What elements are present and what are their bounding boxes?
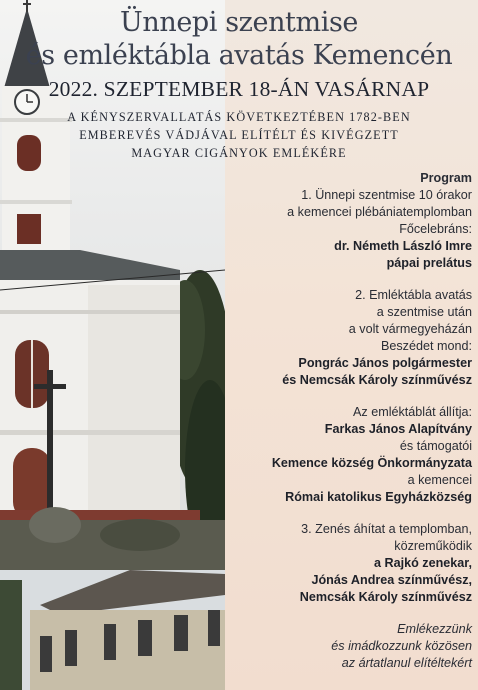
plaque-sponsors xyxy=(202,404,472,506)
program-item-1 xyxy=(202,187,472,272)
item-text: a szentmise után xyxy=(376,305,472,319)
item-text: Az emléktáblát állítja: xyxy=(353,405,472,419)
item-text: 1. Ünnepi szentmise 10 órakor xyxy=(301,188,472,202)
item-bold: Farkas János Alapítvány xyxy=(324,422,472,436)
program-section xyxy=(202,170,472,672)
item-bold: pápai prelátus xyxy=(386,256,472,270)
program-item-2 xyxy=(202,287,472,389)
item-text: Beszédet mond: xyxy=(380,339,472,353)
item-bold: Pongrác János polgármester xyxy=(298,356,472,370)
closing-text xyxy=(202,621,472,672)
item-text: a volt vármegyeházán xyxy=(348,322,472,336)
program-item-3 xyxy=(202,521,472,606)
item-text: 3. Zenés áhítat a templomban, xyxy=(301,522,472,536)
item-text: közreműködik xyxy=(394,539,472,553)
item-text: és támogatói xyxy=(399,439,472,453)
item-text: Főcelebráns: xyxy=(399,222,472,236)
item-bold: és Nemcsák Károly színművész xyxy=(282,373,472,387)
item-bold: Kemence község Önkormányzata xyxy=(271,456,472,470)
dedication-line: MAGYAR CIGÁNYOK EMLÉKÉRE xyxy=(131,146,347,160)
item-bold: Római katolikus Egyházközség xyxy=(285,490,472,504)
item-text: 2. Emléktábla avatás xyxy=(355,288,472,302)
dedication xyxy=(0,108,478,162)
item-bold: Nemcsák Károly színművész xyxy=(299,590,472,604)
dedication-line: EMBEREVÉS VÁDJÁVAL ELÍTÉLT ÉS KIVÉGZETT xyxy=(79,128,399,142)
program-heading: Program xyxy=(420,171,472,185)
closing-line: Emlékezzünk xyxy=(397,622,472,636)
event-title-line2: és emléktábla avatás Kemencén xyxy=(25,40,453,71)
closing-line: az ártatlanul elítéltekért xyxy=(341,656,472,670)
item-text: a kemencei plébániatemplomban xyxy=(287,205,472,219)
item-bold: a Rajkó zenekar, xyxy=(373,556,472,570)
event-title-line1: Ünnepi szentmise xyxy=(120,7,358,38)
item-text: a kemencei xyxy=(407,473,472,487)
item-bold: dr. Németh László Imre xyxy=(334,239,472,253)
header xyxy=(0,0,478,162)
county-hall-image xyxy=(0,570,225,690)
dedication-line: A KÉNYSZERVALLATÁS KÖVETKEZTÉBEN 1782-BEN xyxy=(67,110,411,124)
event-date: 2022. SZEPTEMBER 18-ÁN VASÁRNAP xyxy=(48,77,430,101)
closing-line: és imádkozzunk közösen xyxy=(331,639,472,653)
item-bold: Jónás Andrea színművész, xyxy=(311,573,472,587)
